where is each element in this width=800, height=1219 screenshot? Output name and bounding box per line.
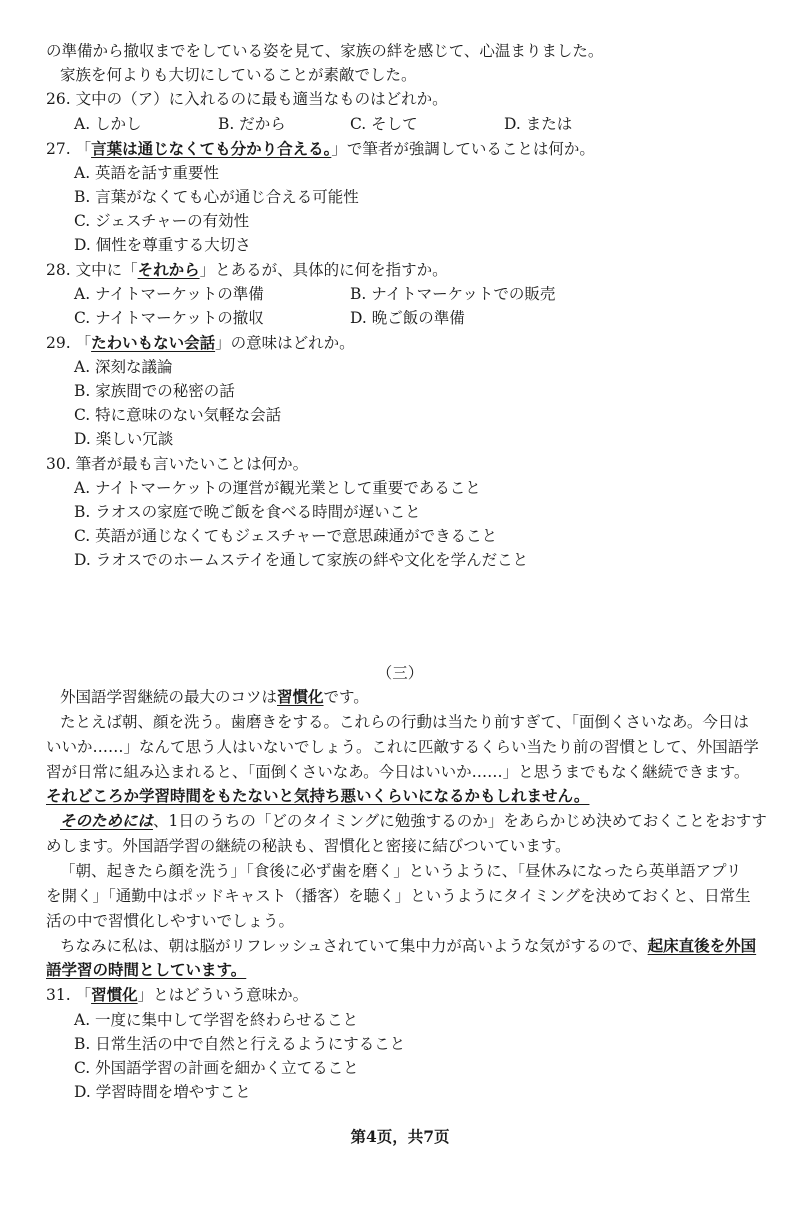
q29-option-a: A. 深刻な議論 [74,358,173,376]
q26-prompt: 26. 文中の（ア）に入れるのに最も適当なものはどれか。 [46,90,448,108]
q30-option-c: C. 英語が通じなくてもジェスチャーで意思疎通ができること [74,527,498,545]
section-3-title: （三） [376,664,424,682]
q31-option-c: C. 外国語学習の計画を細かく立てること [74,1059,359,1077]
q27-option-a: A. 英語を話す重要性 [74,164,220,182]
q26-option-c: C. そして [350,115,418,133]
q30-option-a: A. ナイトマーケットの運営が観光業として重要であること [74,479,481,497]
q30-option-d: D. ラオスでのホームステイを通して家族の絆や文化を学んだこと [74,551,529,569]
para-5-text: ちなみに私は、朝は脳がリフレッシュされていて集中力が高いような気がするので、 [60,937,648,955]
q29-option-d: D. 楽しい冗談 [74,430,174,448]
q31-option-d: D. 学習時間を増やすこと [74,1083,251,1101]
q27-option-c: C. ジェスチャーの有効性 [74,212,250,230]
intro-line-1: の準備から撤収までをしている姿を見て、家族の絆を感じて、心温まりました。 [46,42,604,60]
q28-option-b: B. ナイトマーケットでの販売 [350,285,556,303]
q28-quote: それから [137,260,200,279]
q28-prompt-post: 」とあるが、具体的に何を指すか。 [199,261,448,279]
q29-quote: たわいもない会話 [91,333,216,352]
section-3-para-4-line-1: 「朝、起きたら顔を洗う」「食後に必ず歯を磨く」というように、「昼休みになったら英単語アプリ [60,862,742,880]
section-3-para-4-line-3: 活の中で習慣化しやすいでしょう。 [46,912,295,930]
section-3-para-3-line-1 [60,810,800,832]
q27-prompt-post: 」で筆者が強調していることは何か。 [331,140,595,158]
section-3-para-4-line-2: を開く」「通勤中はポッドキャスト（播客）を聴く」というようにタイミングを決めておくと、日常生 [46,887,751,905]
para-3-text: 、1日のうちの「どのタイミングに勉強するのか」をあらかじめ決めておくことをおすす [153,812,767,830]
section-3-para-5-line-1 [60,935,800,957]
para-1-keyword: 習慣化 [277,687,324,706]
section-3-para-3-line-2: めします。外国語学習の継続の秘訣も、習慣化と密接に結びついています。 [46,837,571,855]
q27-option-b: B. 言葉がなくても心が通じ合える可能性 [74,188,359,206]
q29-prompt [46,332,800,354]
q27-quote: 言葉は通じなくても分かり合える。 [91,139,332,158]
q29-option-b: B. 家族間での秘密の話 [74,382,235,400]
q26-option-d: D. または [504,115,573,133]
section-3-para-2-line-4: それどころか学習時間をもたないと気持ち悪いくらいになるかもしれません。 [46,786,590,805]
section-3-para-2-line-3: 習が日常に組み込まれると、「面倒くさいなあ。今日はいいか……」と思うまでもなく継続できます。 [46,763,750,781]
section-3-para-2-line-2: いいか……」なんて思う人はいないでしょう。これに匹敵するくらい当たり前の習慣として、外国語学 [46,738,759,756]
q29-prompt-post: 」の意味はどれか。 [215,334,355,352]
q27-prompt [46,138,800,160]
q31-option-a: A. 一度に集中して学習を終わらせること [74,1011,359,1029]
q28-prompt [46,259,800,281]
para-5-keyword-start: 起床直後を外国 [647,936,757,955]
q31-prompt-pre: 31. 「 [46,986,92,1004]
q31-quote: 習慣化 [91,985,138,1004]
section-3-para-5-line-2: 語学習の時間としています。 [46,960,247,979]
para-1-text: 外国語学習継続の最大のコツは [60,688,278,706]
q26-option-a: A. しかし [74,115,142,133]
q28-option-d: D. 晩ご飯の準備 [350,309,465,327]
q31-option-b: B. 日常生活の中で自然と行えるようにすること [74,1035,406,1053]
q30-prompt: 30. 筆者が最も言いたいことは何か。 [46,455,309,473]
para-1-text-end: です。 [323,688,369,706]
q28-prompt-pre: 28. 文中に「 [46,261,138,279]
q28-option-c: C. ナイトマーケットの撤収 [74,309,264,327]
q30-option-b: B. ラオスの家庭で晩ご飯を食べる時間が遅いこと [74,503,421,521]
para-3-keyword: そのためには [60,811,154,830]
section-3-para-2-line-1: たとえば朝、顔を洗う。歯磨きをする。これらの行動は当たり前すぎて、「面倒くさいなあ。今日は [60,713,749,731]
q26-option-b: B. だから [218,115,286,133]
q29-prompt-pre: 29. 「 [46,334,92,352]
q29-option-c: C. 特に意味のない気軽な会話 [74,406,282,424]
q27-prompt-pre: 27. 「 [46,140,92,158]
section-3-para-1 [60,686,800,708]
q28-option-a: A. ナイトマーケットの準備 [74,285,264,303]
intro-line-2: 家族を何よりも大切にしていることが素敵でした。 [60,66,417,84]
q31-prompt [46,984,800,1006]
q27-option-d: D. 個性を尊重する大切さ [74,236,251,254]
q31-prompt-post: 」とはどういう意味か。 [137,986,309,1004]
page-number: 第4页，共7页 [350,1127,450,1146]
